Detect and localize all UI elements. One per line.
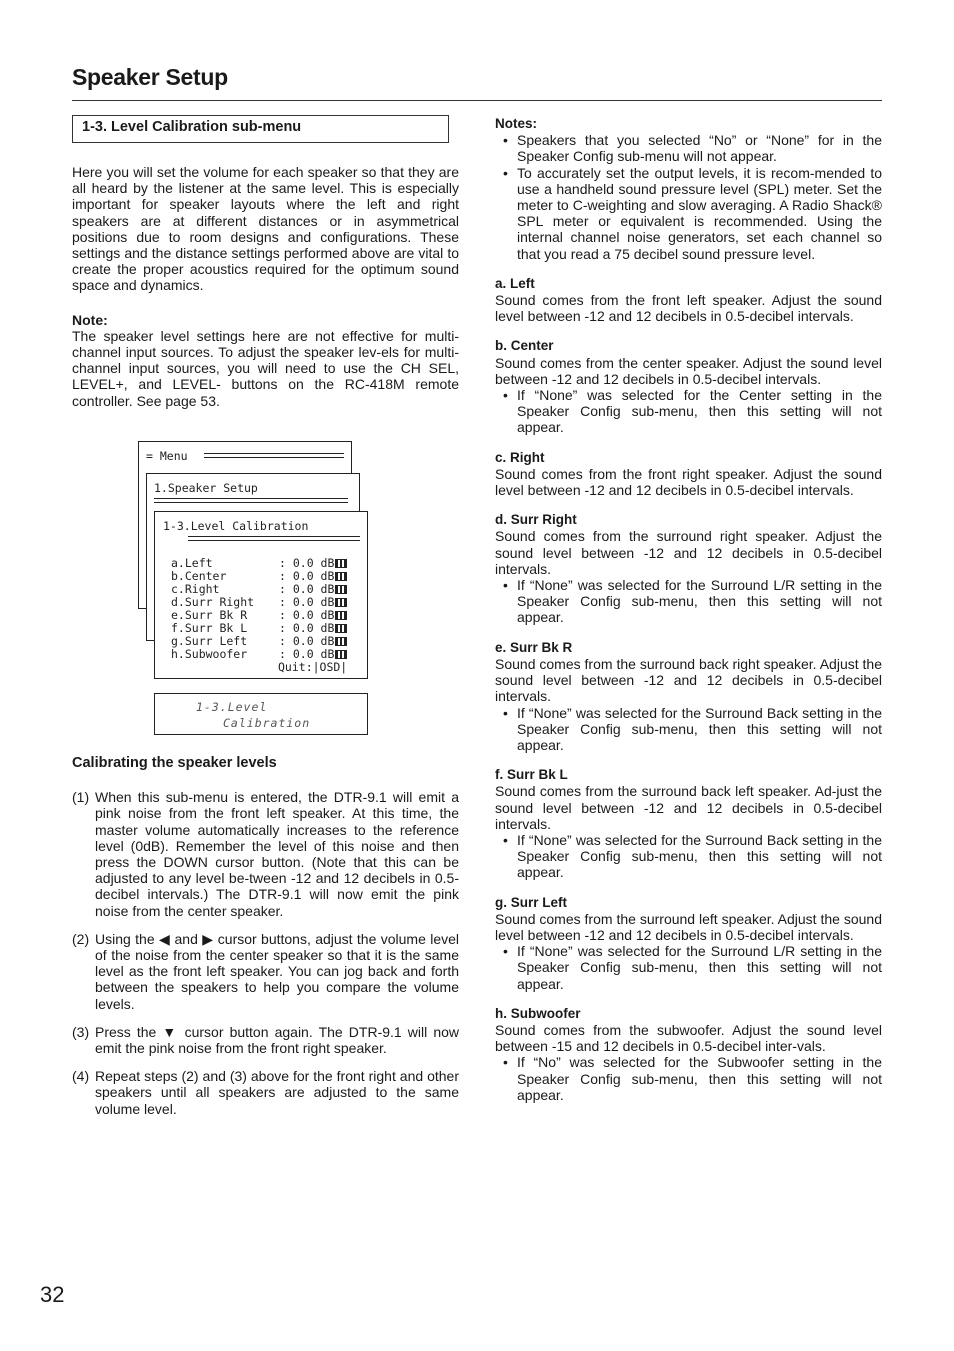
level-meter-icon — [335, 598, 347, 607]
step-number: (2) — [72, 930, 90, 947]
notes-list — [495, 132, 882, 262]
entry-center — [495, 338, 882, 435]
step-text: When this sub-menu is entered, the DTR-9.1 will emit a pink noise from the front left speaker. At this time, the master volume automatically increases to the reference level (0dB). Remember the level of this noise and then press the DOWN cursor button. (Note that this can be adjusted to any level be-tween -12 and 12 decibels in 0.5-decibel intervals.) The DTR-9.1 will now emit the pink noise from the center speaker. — [95, 789, 459, 919]
osd-row-value: : 0.0 dB — [279, 595, 335, 609]
notes-label: Notes: — [495, 116, 538, 131]
bullet-icon: • — [503, 704, 508, 721]
osd-row-label: a.Left — [171, 556, 213, 570]
entry-bullet-text: If “None” was selected for the Surround Back setting in the Speaker Config sub-menu, then this setting will not appear. — [517, 704, 882, 753]
page-title: Speaker Setup — [72, 64, 228, 90]
osd-row-label: d.Surr Right — [171, 595, 255, 609]
entry-bullet — [495, 705, 882, 754]
osd-submenu-rule — [154, 498, 348, 503]
entry-text: Sound comes from the surround right speaker. Adjust the sound level between -12 and 12 decibels in 0.5-decibel intervals. — [495, 528, 882, 577]
level-meter-icon — [335, 572, 347, 581]
osd-menu-title: = Menu — [146, 449, 188, 463]
step-number: (3) — [72, 1023, 90, 1040]
step-text: Repeat steps (2) and (3) above for the front right and other speakers until all speakers are adjusted to the same volume level. — [95, 1068, 459, 1117]
step-text: Using the ◀ and ▶ cursor buttons, adjust the volume level of the noise from the center speaker so that it is the same level as the front left speaker. You can jog back and forth between the speakers to help you compare the volume levels. — [95, 930, 459, 1012]
entry-text: Sound comes from the surround left speaker. Adjust the sound level between -12 and 12 decibels in 0.5-decibel intervals. — [495, 910, 882, 943]
calibrating-heading: Calibrating the speaker levels — [72, 755, 277, 771]
front-display-line2: Calibration — [223, 716, 311, 730]
osd-row-label: h.Subwoofer — [171, 647, 248, 661]
note-item — [495, 165, 882, 262]
entry-bullet — [495, 832, 882, 881]
right-column — [495, 116, 882, 1117]
entry-title: b. Center — [495, 338, 554, 354]
bullet-icon: • — [503, 164, 508, 181]
step-text: Press the ▼ cursor button again. The DTR-9.1 will now emit the pink noise from the front right speaker. — [95, 1023, 459, 1057]
entry-text: Sound comes from the front right speaker. Adjust the sound level between -12 and 12 decibels in 0.5-decibel intervals. — [495, 465, 882, 499]
entry-text: Sound comes from the surround back right speaker. Adjust the sound level between -12 and 12 decibels in 0.5-decibel intervals. — [495, 655, 882, 705]
osd-row-value: : 0.0 dB — [279, 634, 335, 648]
step-number: (4) — [72, 1068, 90, 1085]
entry-bullet — [495, 577, 882, 626]
bullet-icon: • — [503, 943, 508, 960]
section-heading: 1-3. Level Calibration sub-menu — [72, 115, 449, 143]
level-meter-icon — [335, 559, 347, 568]
page-number: 32 — [40, 1282, 65, 1307]
osd-row-label: f.Surr Bk L — [171, 621, 248, 635]
note-text: The speaker level settings here are not effective for multi-channel input sources. To adjust the speaker lev-els for multi-channel input sources, you will need to use the CH SEL, LEVEL+, and LEVEL- buttons on the RC-418M remote controller. See page 53. — [72, 327, 459, 409]
osd-menu-rule — [204, 453, 344, 458]
entry-text: Sound comes from the front left speaker. Adjust the sound level between -12 and 12 decibels in 0.5-decibel intervals. — [495, 292, 882, 325]
osd-row-value: : 0.0 dB — [279, 621, 335, 635]
note-item-text: To accurately set the output levels, it is recom-mended to use a handheld sound pressure level (SPL) meter. Set the meter to C-weighting and slow averaging. A Radio Shack® SPL meter or equivalent is recommended. Using the internal channel noise generators, set each channel so that you read a 75 decibel sound pressure level. — [517, 164, 882, 262]
level-meter-icon — [335, 585, 347, 594]
entry-bullet-text: If “None” was selected for the Surround L/R setting in the Speaker Config sub-menu, then this setting will not appear. — [517, 943, 882, 992]
osd-row-value: : 0.0 dB — [279, 608, 335, 622]
entry-text: Sound comes from the surround back left speaker. Ad-just the sound level between -12 and 12 decibels in 0.5-decibel intervals. — [495, 783, 882, 832]
calibrating-steps — [72, 789, 459, 1117]
note-item-text: Speakers that you selected “No” or “None” for in the Speaker Config sub-menu will not appear. — [517, 132, 882, 165]
step-item — [72, 931, 459, 1012]
osd-submenu-title: 1.Speaker Setup — [154, 481, 258, 495]
osd-row-value: : 0.0 dB — [279, 569, 335, 583]
step-item — [72, 1024, 459, 1056]
entry-bullet — [495, 943, 882, 992]
note-label: Note: — [72, 311, 108, 328]
bullet-icon: • — [503, 132, 508, 149]
osd-row-value: : 0.0 dB — [279, 582, 335, 596]
level-meter-icon — [335, 624, 347, 633]
step-item — [72, 1068, 459, 1117]
bullet-icon: • — [503, 577, 508, 594]
entry-right — [495, 450, 882, 499]
entry-title: a. Left — [495, 275, 535, 291]
osd-row-label: g.Surr Left — [171, 634, 248, 648]
osd-row-label: b.Center — [171, 569, 227, 583]
step-number: (1) — [72, 789, 90, 806]
osd-quit-hint: Quit:|OSD| — [278, 660, 348, 674]
level-meter-icon — [335, 611, 347, 620]
entry-bullet — [495, 1054, 882, 1103]
entry-bullet — [495, 387, 882, 436]
entry-left — [495, 276, 882, 325]
intro-paragraph: Here you will set the volume for each speaker so that they are all heard by the listener at the same level. This is especially important for speaker layouts where the left and right speakers are at different distances or in asymmetrical positions due to room designs and configurations. These settings and the distance settings performed above are vital to create the proper acoustics required for the optimum sound space and dynamics. — [72, 164, 459, 294]
bullet-icon: • — [503, 1054, 508, 1071]
entry-subwoofer — [495, 1006, 882, 1103]
entry-title: e. Surr Bk R — [495, 639, 573, 655]
entry-title: f. Surr Bk L — [495, 767, 568, 783]
calibrating-section — [72, 755, 459, 1129]
osd-row-label: c.Right — [171, 582, 220, 596]
osd-screen-rule — [188, 536, 360, 541]
entry-title: h. Subwoofer — [495, 1005, 581, 1021]
entry-bullet-text: If “No” was selected for the Subwoofer setting in the Speaker Config sub-menu, then this setting will not appear. — [517, 1054, 882, 1103]
osd-row-label: e.Surr Bk R — [171, 608, 248, 622]
entry-title: g. Surr Left — [495, 894, 568, 910]
osd-row-value: : 0.0 dB — [279, 556, 335, 570]
osd-speaker-list — [171, 557, 347, 661]
entry-bullet-text: If “None” was selected for the Center setting in the Speaker Config sub-menu, then this setting will not appear. — [517, 387, 882, 436]
osd-screen-title: 1-3.Level Calibration — [163, 519, 309, 533]
entry-surr-bk-l — [495, 767, 882, 880]
entry-title: c. Right — [495, 449, 545, 465]
entry-bullet-text: If “None” was selected for the Surround L/R setting in the Speaker Config sub-menu, then this setting will not appear. — [517, 577, 882, 626]
notes-block — [495, 116, 882, 262]
entry-bullet-text: If “None” was selected for the Surround Back setting in the Speaker Config sub-menu, then this setting will not appear. — [517, 831, 882, 881]
bullet-icon: • — [503, 387, 508, 404]
entry-text: Sound comes from the center speaker. Adjust the sound level between -12 and 12 decibels in 0.5-decibel intervals. — [495, 354, 882, 387]
bullet-icon: • — [503, 831, 508, 848]
osd-row-value: : 0.0 dB — [279, 647, 335, 661]
entry-title: d. Surr Right — [495, 512, 577, 528]
level-meter-icon — [335, 650, 347, 659]
entry-text: Sound comes from the subwoofer. Adjust the sound level between -15 and 12 decibels in 0.5-decibel inter-vals. — [495, 1021, 882, 1055]
level-meter-icon — [335, 637, 347, 646]
note-item — [495, 132, 882, 164]
entry-surr-left — [495, 895, 882, 992]
entry-surr-bk-r — [495, 640, 882, 753]
front-display-line1: 1-3.Level — [196, 700, 268, 714]
entry-surr-right — [495, 512, 882, 625]
step-item — [72, 789, 459, 919]
